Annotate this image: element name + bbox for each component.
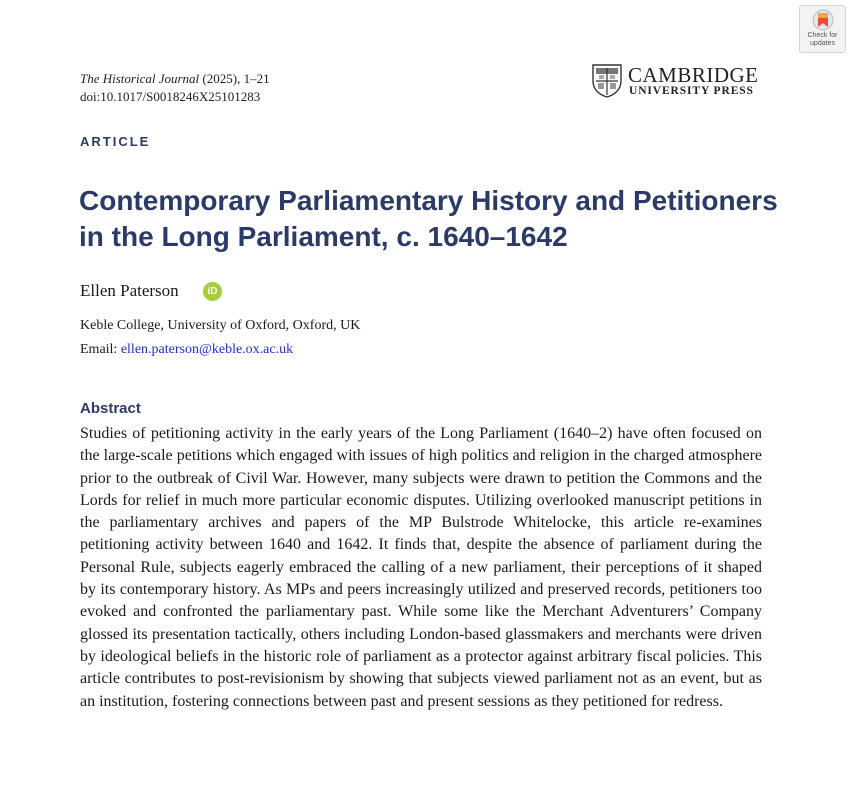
abstract-heading: Abstract: [80, 400, 141, 417]
abstract-body: Studies of petitioning activity in the early years of the Long Parliament (1640–2) have often focused on the large-scale petitions which engaged with issues of high politics and religion in the charged atmosphere prior to the outbreak of Civil War. However, many subjects were drawn to petition the Commons and the Lords for relief in much more particular economic disputes. Utilizing overlooked manuscript petitions in the parliamentary archives and papers of the MP Bulstrode Whitelocke, this article re-examines petitioning activity between 1640 and 1642. It finds that, despite the absence of parliament during the Personal Rule, subjects eagerly embraced the calling of a new parliament, their perceptions of it shaped by its contemporary history. As MPs and peers increasingly utilized and preserved records, petitioners too evoked and confronted the parliamentary past. While some like the Merchant Adventurers’ Company glossed its presentation tactically, others including London-based glassmakers and merchants were driven by ideological beliefs in the historic role of parliament as a protector against arbitrary fiscal policies. This article contributes to post-revisionism by showing that subjects viewed parliament not as an event, but as an institution, fostering connections between past and present sessions as they petitioned for redress.: [80, 425, 762, 710]
publisher-logo: [592, 64, 762, 104]
doi: doi:10.1017/S0018246X25101283: [80, 89, 261, 104]
author-affiliation: Keble College, University of Oxford, Oxford, UK: [80, 318, 361, 333]
crossmark-bookmark-icon: [812, 9, 834, 31]
publisher-subname: UNIVERSITY PRESS: [629, 85, 754, 97]
cambridge-shield-icon: [592, 64, 622, 98]
author-email: [80, 340, 293, 360]
email-link[interactable]: ellen.paterson@keble.ox.ac.uk: [120, 342, 294, 357]
article-title: Contemporary Parliamentary History and Petitioners in the Long Parliament, c. 1640–1642: [79, 185, 778, 252]
journal-citation: [80, 70, 270, 88]
orcid-icon[interactable]: iD: [203, 282, 222, 301]
author-name[interactable]: Ellen Paterson: [80, 281, 179, 300]
publisher-name: CAMBRIDGE: [628, 63, 759, 87]
article-type-label: ARTICLE: [80, 134, 151, 149]
journal-issue: (2025), 1–21: [199, 71, 270, 86]
check-for-updates-badge[interactable]: [799, 5, 846, 53]
email-label: Email:: [80, 342, 121, 357]
check-for-updates-label: Check for updates: [807, 32, 838, 47]
journal-title: The Historical Journal: [80, 71, 200, 86]
